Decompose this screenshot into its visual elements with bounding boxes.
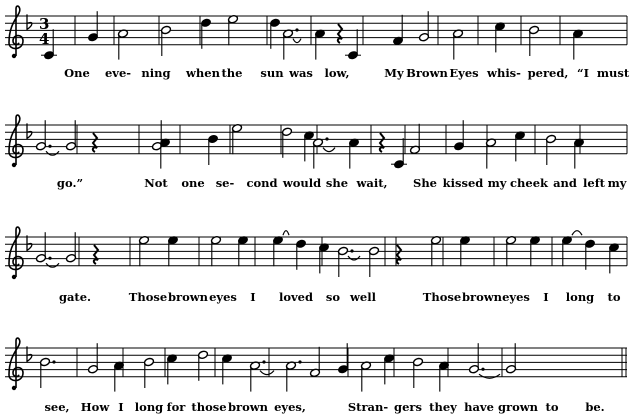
lyric-syllable: have (464, 400, 494, 414)
lyric-syllable: see, (44, 400, 70, 414)
treble-clef-icon (9, 115, 23, 165)
tie-slur (348, 256, 360, 260)
lyric-syllable: pered, (527, 66, 569, 80)
lyric-syllable: She (413, 176, 437, 190)
lyric-syllable: wait, (356, 176, 388, 190)
lyric-syllable: go.” (56, 176, 84, 190)
lyric-syllable: she (325, 176, 349, 190)
staff-system-1 (5, 6, 627, 60)
lyric-syllable: se- (215, 176, 235, 190)
lyric-syllable: my (487, 176, 507, 190)
lyric-syllable: My (384, 66, 404, 80)
lyric-syllable: for (166, 400, 186, 414)
staff-system-2 (5, 115, 627, 169)
lyric-syllable: eve- (104, 66, 132, 80)
quarter-rest-icon (338, 24, 342, 43)
lyric-syllable: kissed (442, 176, 484, 190)
lyric-syllable: whis- (487, 66, 521, 80)
time-signature-bottom: 4 (39, 30, 50, 48)
lyric-syllable: so (325, 290, 341, 304)
lyric-syllable: gers (394, 400, 422, 414)
lyric-syllable: I (118, 400, 124, 414)
lyric-syllable: long (565, 290, 595, 304)
lyric-syllable: Eyes (449, 66, 479, 80)
quarter-rest-icon (397, 245, 401, 264)
tie-slur (46, 151, 59, 155)
tie-slur (293, 39, 301, 43)
tie-slur (479, 374, 500, 378)
flat-icon (27, 14, 32, 29)
lyric-syllable: they (429, 400, 457, 414)
tie-slur (323, 148, 335, 152)
lyric-syllable: loved (278, 290, 314, 304)
lyric-syllable: Those (128, 290, 168, 304)
lyrics-line-1 (0, 66, 630, 82)
lyric-syllable: gate. (58, 290, 92, 304)
lyric-syllable: be. (585, 400, 605, 414)
flat-icon (27, 346, 32, 361)
lyric-syllable: low, (324, 66, 350, 80)
lyric-syllable: my (607, 176, 627, 190)
lyric-syllable: to (607, 290, 621, 304)
augmentation-dot (298, 360, 301, 363)
staff-system-4 (5, 338, 627, 392)
lyric-syllable: ning (141, 66, 171, 80)
augmentation-dot (325, 137, 328, 140)
lyric-syllable: those (191, 400, 227, 414)
lyric-syllable: brown (227, 400, 269, 414)
lyric-syllable: Brown (406, 66, 448, 80)
lyric-syllable: brown (167, 290, 209, 304)
lyric-syllable: “I (577, 66, 589, 80)
lyric-syllable: and (553, 176, 577, 190)
tie-slur (283, 231, 289, 236)
lyric-syllable: to (545, 400, 559, 414)
lyric-syllable: brown (461, 290, 503, 304)
lyric-syllable: cond (246, 176, 278, 190)
lyric-syllable: left (583, 176, 605, 190)
flat-icon (27, 123, 32, 138)
lyric-syllable: sun (260, 66, 284, 80)
treble-clef-icon (9, 6, 23, 56)
lyric-syllable: when (186, 66, 220, 80)
lyrics-line-2 (0, 176, 630, 192)
treble-clef-icon (9, 338, 23, 388)
tie-slur (46, 263, 59, 267)
augmentation-dot (481, 368, 484, 371)
lyrics-line-3 (0, 290, 630, 306)
quarter-rest-icon (94, 245, 98, 264)
augmentation-dot (48, 145, 51, 148)
tie-slur (260, 371, 274, 375)
augmentation-dot (350, 249, 353, 252)
lyric-syllable: grown (497, 400, 539, 414)
lyric-syllable: cheek (510, 176, 548, 190)
augmentation-dot (52, 360, 55, 363)
lyric-syllable: How (80, 400, 110, 414)
lyric-syllable: must (596, 66, 630, 80)
flat-icon (27, 235, 32, 250)
lyric-syllable: I (250, 290, 256, 304)
augmentation-dot (48, 257, 51, 260)
lyric-syllable: I (543, 290, 549, 304)
lyric-syllable: eyes, (274, 400, 306, 414)
lyric-syllable: the (221, 66, 243, 80)
lyric-syllable: long (134, 400, 164, 414)
staff-system-3 (5, 227, 627, 279)
lyrics-line-4 (0, 400, 630, 416)
lyric-syllable: Not (144, 176, 168, 190)
lyric-syllable: One (64, 66, 90, 80)
tie-slur (572, 231, 582, 236)
lyric-syllable: Those (422, 290, 462, 304)
time-signature-top: 3 (39, 15, 50, 33)
quarter-rest-icon (380, 133, 384, 152)
quarter-rest-icon (93, 133, 97, 152)
treble-clef-icon (9, 227, 23, 277)
lyric-syllable: well (350, 290, 376, 304)
augmentation-dot (295, 28, 298, 31)
lyric-syllable: was (289, 66, 313, 80)
lyric-syllable: would (282, 176, 322, 190)
lyric-syllable: eyes (502, 290, 530, 304)
augmentation-dot (262, 360, 265, 363)
lyric-syllable: eyes (209, 290, 237, 304)
lyric-syllable: one (181, 176, 205, 190)
lyric-syllable: Stran- (347, 400, 389, 414)
